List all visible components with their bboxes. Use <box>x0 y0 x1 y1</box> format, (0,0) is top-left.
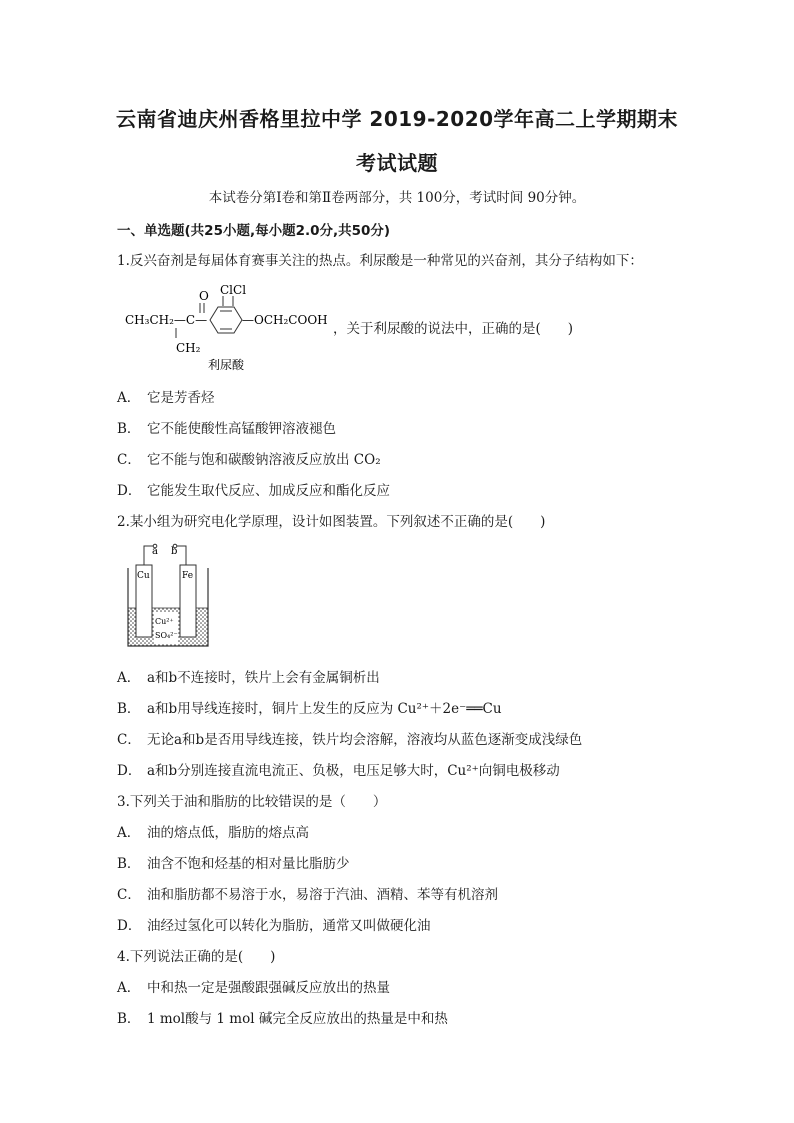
q1-option-c: C． 它不能与饱和碳酸钠溶液反应放出 CO₂ <box>117 452 381 468</box>
label-sulfate-ion: SO₄²⁻ <box>155 631 178 640</box>
q1-option-a: A． 它是芳香烃 <box>117 390 215 406</box>
q3-option-d: D． 油经过氢化可以转化为脂肪，通常又叫做硬化油 <box>117 918 431 934</box>
q2-option-c: C． 无论a和b是否用导线连接，铁片均会溶解，溶液均从蓝色逐渐变成浅绿色 <box>117 732 583 748</box>
q1-stem-tail: ，关于利尿酸的说法中，正确的是( ) <box>333 321 574 337</box>
q2-apparatus-figure <box>124 538 216 650</box>
q4-option-b: B． 1 mol酸与 1 mol 碱完全反应放出的热量是中和热 <box>117 1011 448 1027</box>
q4-option-a: A． 中和热一定是强酸跟强碱反应放出的热量 <box>117 980 390 996</box>
q1-caption: 利尿酸 <box>208 358 245 372</box>
q1-option-b: B． 它不能使酸性高锰酸钾溶液褪色 <box>117 421 336 437</box>
q1-structure-figure <box>120 280 340 374</box>
q3-option-a: A． 油的熔点低，脂肪的熔点高 <box>117 825 309 841</box>
label-a: a <box>152 546 158 557</box>
exam-title-line1: 云南省迪庆州香格里拉中学 2019-2020学年高二上学期期末 <box>115 107 679 131</box>
q1-right-group: —OCH₂COOH <box>242 313 328 327</box>
exam-title-line2: 考试试题 <box>356 151 438 175</box>
q1-option-d: D． 它能发生取代反应、加成反应和酯化反应 <box>117 483 390 499</box>
label-fe: Fe <box>182 571 194 581</box>
label-b: b <box>171 546 178 557</box>
q3-stem: 3.下列关于油和脂肪的比较错误的是（ ） <box>117 794 387 810</box>
label-cu: Cu <box>137 571 150 581</box>
q2-option-a: A． a和b不连接时，铁片上会有金属铜析出 <box>117 670 380 686</box>
q3-option-c: C． 油和脂肪都不易溶于水，易溶于汽油、酒精、苯等有机溶剂 <box>117 887 498 903</box>
q1-ch2-label: CH₂ <box>176 341 201 355</box>
q1-stem: 1.反兴奋剂是每届体育赛事关注的热点。利尿酸是一种常见的兴奋剂，其分子结构如下： <box>117 253 643 269</box>
q1-o-label: O <box>199 289 209 303</box>
q4-stem: 4.下列说法正确的是( ) <box>117 949 276 965</box>
q2-stem: 2.某小组为研究电化学原理，设计如图装置。下列叙述不正确的是( ) <box>117 514 546 530</box>
q2-option-d: D． a和b分别连接直流电流正、负极，电压足够大时，Cu²⁺向铜电极移动 <box>117 763 560 779</box>
q1-left-group: CH₃CH₂—C— <box>125 313 208 327</box>
section-heading: 一、单选题(共25小题,每小题2.0分,共50分) <box>117 223 391 239</box>
q2-option-b: B． a和b用导线连接时，铜片上发生的反应为 Cu²⁺＋2e⁻══Cu <box>117 701 502 717</box>
label-cu-ion: Cu²⁺ <box>155 617 174 626</box>
exam-intro: 本试卷分第Ⅰ卷和第Ⅱ卷两部分，共 100分，考试时间 90分钟。 <box>208 190 586 206</box>
q3-option-b: B． 油含不饱和烃基的相对量比脂肪少 <box>117 856 350 872</box>
q1-cl-label: ClCl <box>220 283 247 297</box>
